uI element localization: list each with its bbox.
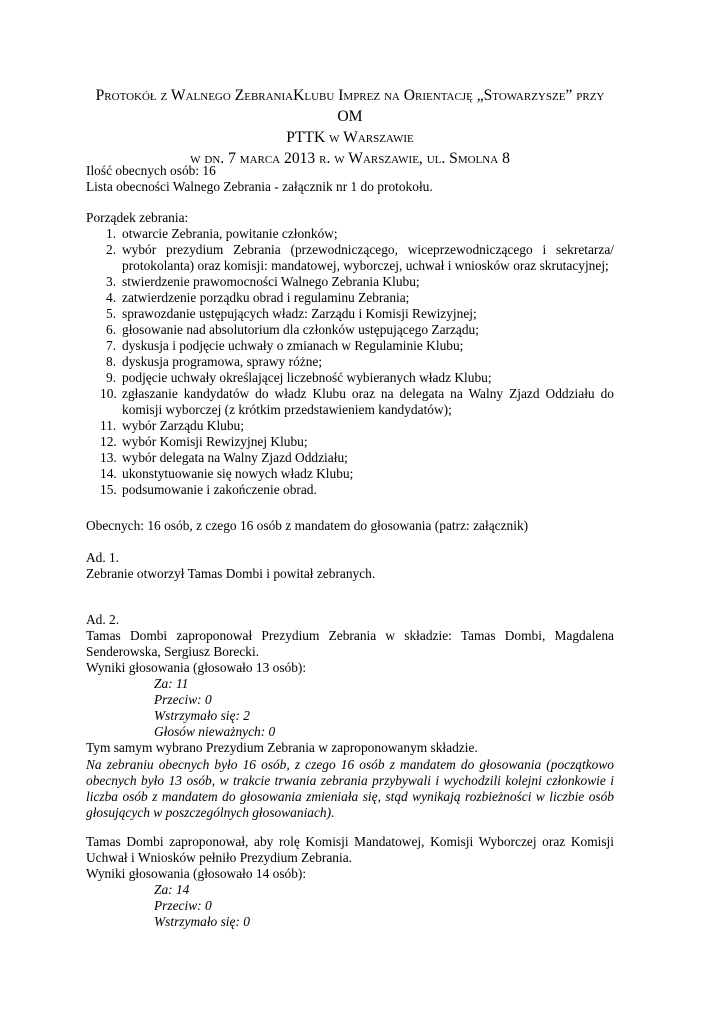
agenda-item-text: głosowanie nad absolutorium dla członków ustępującego Zarządu;	[122, 322, 479, 337]
agenda-item	[86, 418, 614, 434]
ad2-results-1: Wyniki głosowania (głosowało 13 osób):	[86, 660, 307, 675]
vote-abstain: Wstrzymało się: 2	[154, 708, 250, 723]
agenda-item-text: podjęcie uchwały określającej liczebność wybieranych władz Klubu;	[122, 370, 492, 385]
agenda-item	[86, 338, 614, 354]
note-line: Na zebraniu obecnych było 16 osób, z czego 16 osób z mandatem do głosowania (początkowo	[86, 757, 614, 772]
title-line-2: PTTK w Warszawie	[286, 129, 414, 146]
agenda-item	[86, 434, 614, 450]
agenda-item-number: 12.	[100, 434, 117, 449]
agenda-item-text: dyskusja i podjęcie uchwały o zmianach w Regulaminie Klubu;	[122, 338, 464, 353]
agenda-item-text: zatwierdzenie porządku obrad i regulaminu Zebrania;	[122, 290, 410, 305]
agenda-item-number: 15.	[100, 482, 117, 497]
title-line-1: Protokół z Walnego ZebraniaKlubu Imprez na Orientację „Stowarzysze” przy OM	[95, 87, 605, 125]
agenda-item-text: zgłaszanie kandydatów do władz Klubu oraz na delegata na Walny Zjazd Oddziału do	[122, 386, 614, 401]
agenda-item-number: 9.	[106, 370, 117, 385]
agenda-item-number: 10.	[100, 386, 117, 401]
agenda-item-text: wybór Komisji Rewizyjnej Klubu;	[122, 434, 308, 449]
vote-block-2	[86, 882, 614, 930]
agenda-item-text: sprawozdanie ustępujących władz: Zarządu i Komisji Rewizyjnej;	[122, 306, 477, 321]
agenda-heading: Porządek zebrania:	[86, 210, 189, 225]
ad1-section	[86, 550, 614, 582]
agenda-item-text: otwarcie Zebrania, powitanie członków;	[122, 226, 338, 241]
present-summary: Obecnych: 16 osób, z czego 16 osób z mandatem do głosowania (patrz: załącznik)	[86, 518, 529, 533]
vote-against: Przeciw: 0	[154, 898, 212, 913]
agenda-item-continuation: komisji wyborczej (z krótkim przedstawieniem kandydatów);	[122, 402, 452, 417]
vote-abstain: Wstrzymało się: 0	[154, 914, 250, 929]
agenda-item-number: 8.	[106, 354, 117, 369]
agenda-item-text: ukonstytuowanie się nowych władz Klubu;	[122, 466, 354, 481]
ad2-proposal-line-1: Tamas Dombi zaproponował Prezydium Zebrania w składzie: Tamas Dombi, Magdalena	[86, 628, 614, 643]
vote-invalid: Głosów nieważnych: 0	[154, 724, 276, 739]
ad1-label: Ad. 1.	[86, 550, 120, 565]
vote-block-1	[86, 676, 614, 740]
ad2-label: Ad. 2.	[86, 612, 120, 627]
agenda-item	[86, 386, 614, 418]
note-line: liczba osób z mandatem do głosowania zmieniała się, stąd wynikają rozbieżności w liczbie osób	[86, 789, 614, 804]
agenda-item-number: 13.	[100, 450, 117, 465]
agenda-item	[86, 354, 614, 370]
agenda-section	[86, 210, 614, 498]
agenda-item-text: dyskusja programowa, sprawy różne;	[122, 354, 323, 369]
agenda-item	[86, 242, 614, 274]
agenda-item	[86, 274, 614, 290]
vote-against: Przeciw: 0	[154, 692, 212, 707]
agenda-item	[86, 466, 614, 482]
ad1-text: Zebranie otworzył Tamas Dombi i powitał zebranych.	[86, 566, 376, 581]
attendance-section	[86, 163, 614, 195]
document-title	[86, 85, 614, 169]
agenda-item-number: 6.	[106, 322, 117, 337]
agenda-item-text: wybór prezydium Zebrania (przewodniczącego, wiceprzewodniczącego i sekretarza/	[122, 242, 614, 257]
agenda-item-number: 1.	[106, 226, 117, 241]
ad2-proposal2-line-1: Tamas Dombi zaproponował, aby rolę Komisji Mandatowej, Komisji Wyborczej oraz Komisji	[86, 834, 614, 849]
agenda-item	[86, 226, 614, 242]
agenda-item-continuation: protokolanta) oraz komisji: mandatowej, wyborczej, uchwał i wniosków oraz skrutacyjnej;	[122, 258, 609, 273]
agenda-item	[86, 322, 614, 338]
vote-for: Za: 11	[154, 676, 189, 691]
agenda-item	[86, 482, 614, 498]
ad2-results-2: Wyniki głosowania (głosowało 14 osób):	[86, 866, 307, 881]
agenda-item	[86, 306, 614, 322]
attendance-count: Ilość obecnych osób: 16	[86, 163, 216, 178]
agenda-item-number: 3.	[106, 274, 117, 289]
ad2-proposal2-line-2: Uchwał i Wniosków pełniło Prezydium Zebrania.	[86, 850, 353, 865]
agenda-item-number: 14.	[100, 466, 117, 481]
note-line: głosujących w poszczególnych głosowaniach).	[86, 805, 335, 820]
agenda-item-number: 5.	[106, 306, 117, 321]
agenda-item-text: wybór Zarządu Klubu;	[122, 418, 244, 433]
agenda-item-number: 11.	[100, 418, 117, 433]
agenda-list	[86, 226, 614, 498]
agenda-item-text: stwierdzenie prawomocności Walnego Zebrania Klubu;	[122, 274, 420, 289]
title-line-3: w dn. 7 marca 2013 r. w Warszawie, ul. Smolna 8	[190, 150, 510, 167]
agenda-item	[86, 450, 614, 466]
agenda-item-number: 7.	[106, 338, 117, 353]
agenda-item-number: 2.	[106, 242, 117, 257]
agenda-item	[86, 370, 614, 386]
ad2-note	[86, 757, 614, 821]
attendance-list-note: Lista obecności Walnego Zebrania - załącznik nr 1 do protokołu.	[86, 179, 433, 194]
ad2-section	[86, 612, 614, 756]
note-line: obecnych było 13 osób, w trakcie trwania zebrania przybywali i wychodzili kolejni członkowie i	[86, 773, 614, 788]
agenda-item	[86, 290, 614, 306]
agenda-item-text: podsumowanie i zakończenie obrad.	[122, 482, 317, 497]
ad2-proposal-line-2: Senderowska, Sergiusz Borecki.	[86, 644, 260, 659]
vote-for: Za: 14	[154, 882, 190, 897]
agenda-item-number: 4.	[106, 290, 117, 305]
ad2-proposal-2-section	[86, 834, 614, 930]
agenda-item-text: wybór delegata na Walny Zjazd Oddziału;	[122, 450, 348, 465]
ad2-conclusion: Tym samym wybrano Prezydium Zebrania w zaproponowanym składzie.	[86, 740, 478, 755]
